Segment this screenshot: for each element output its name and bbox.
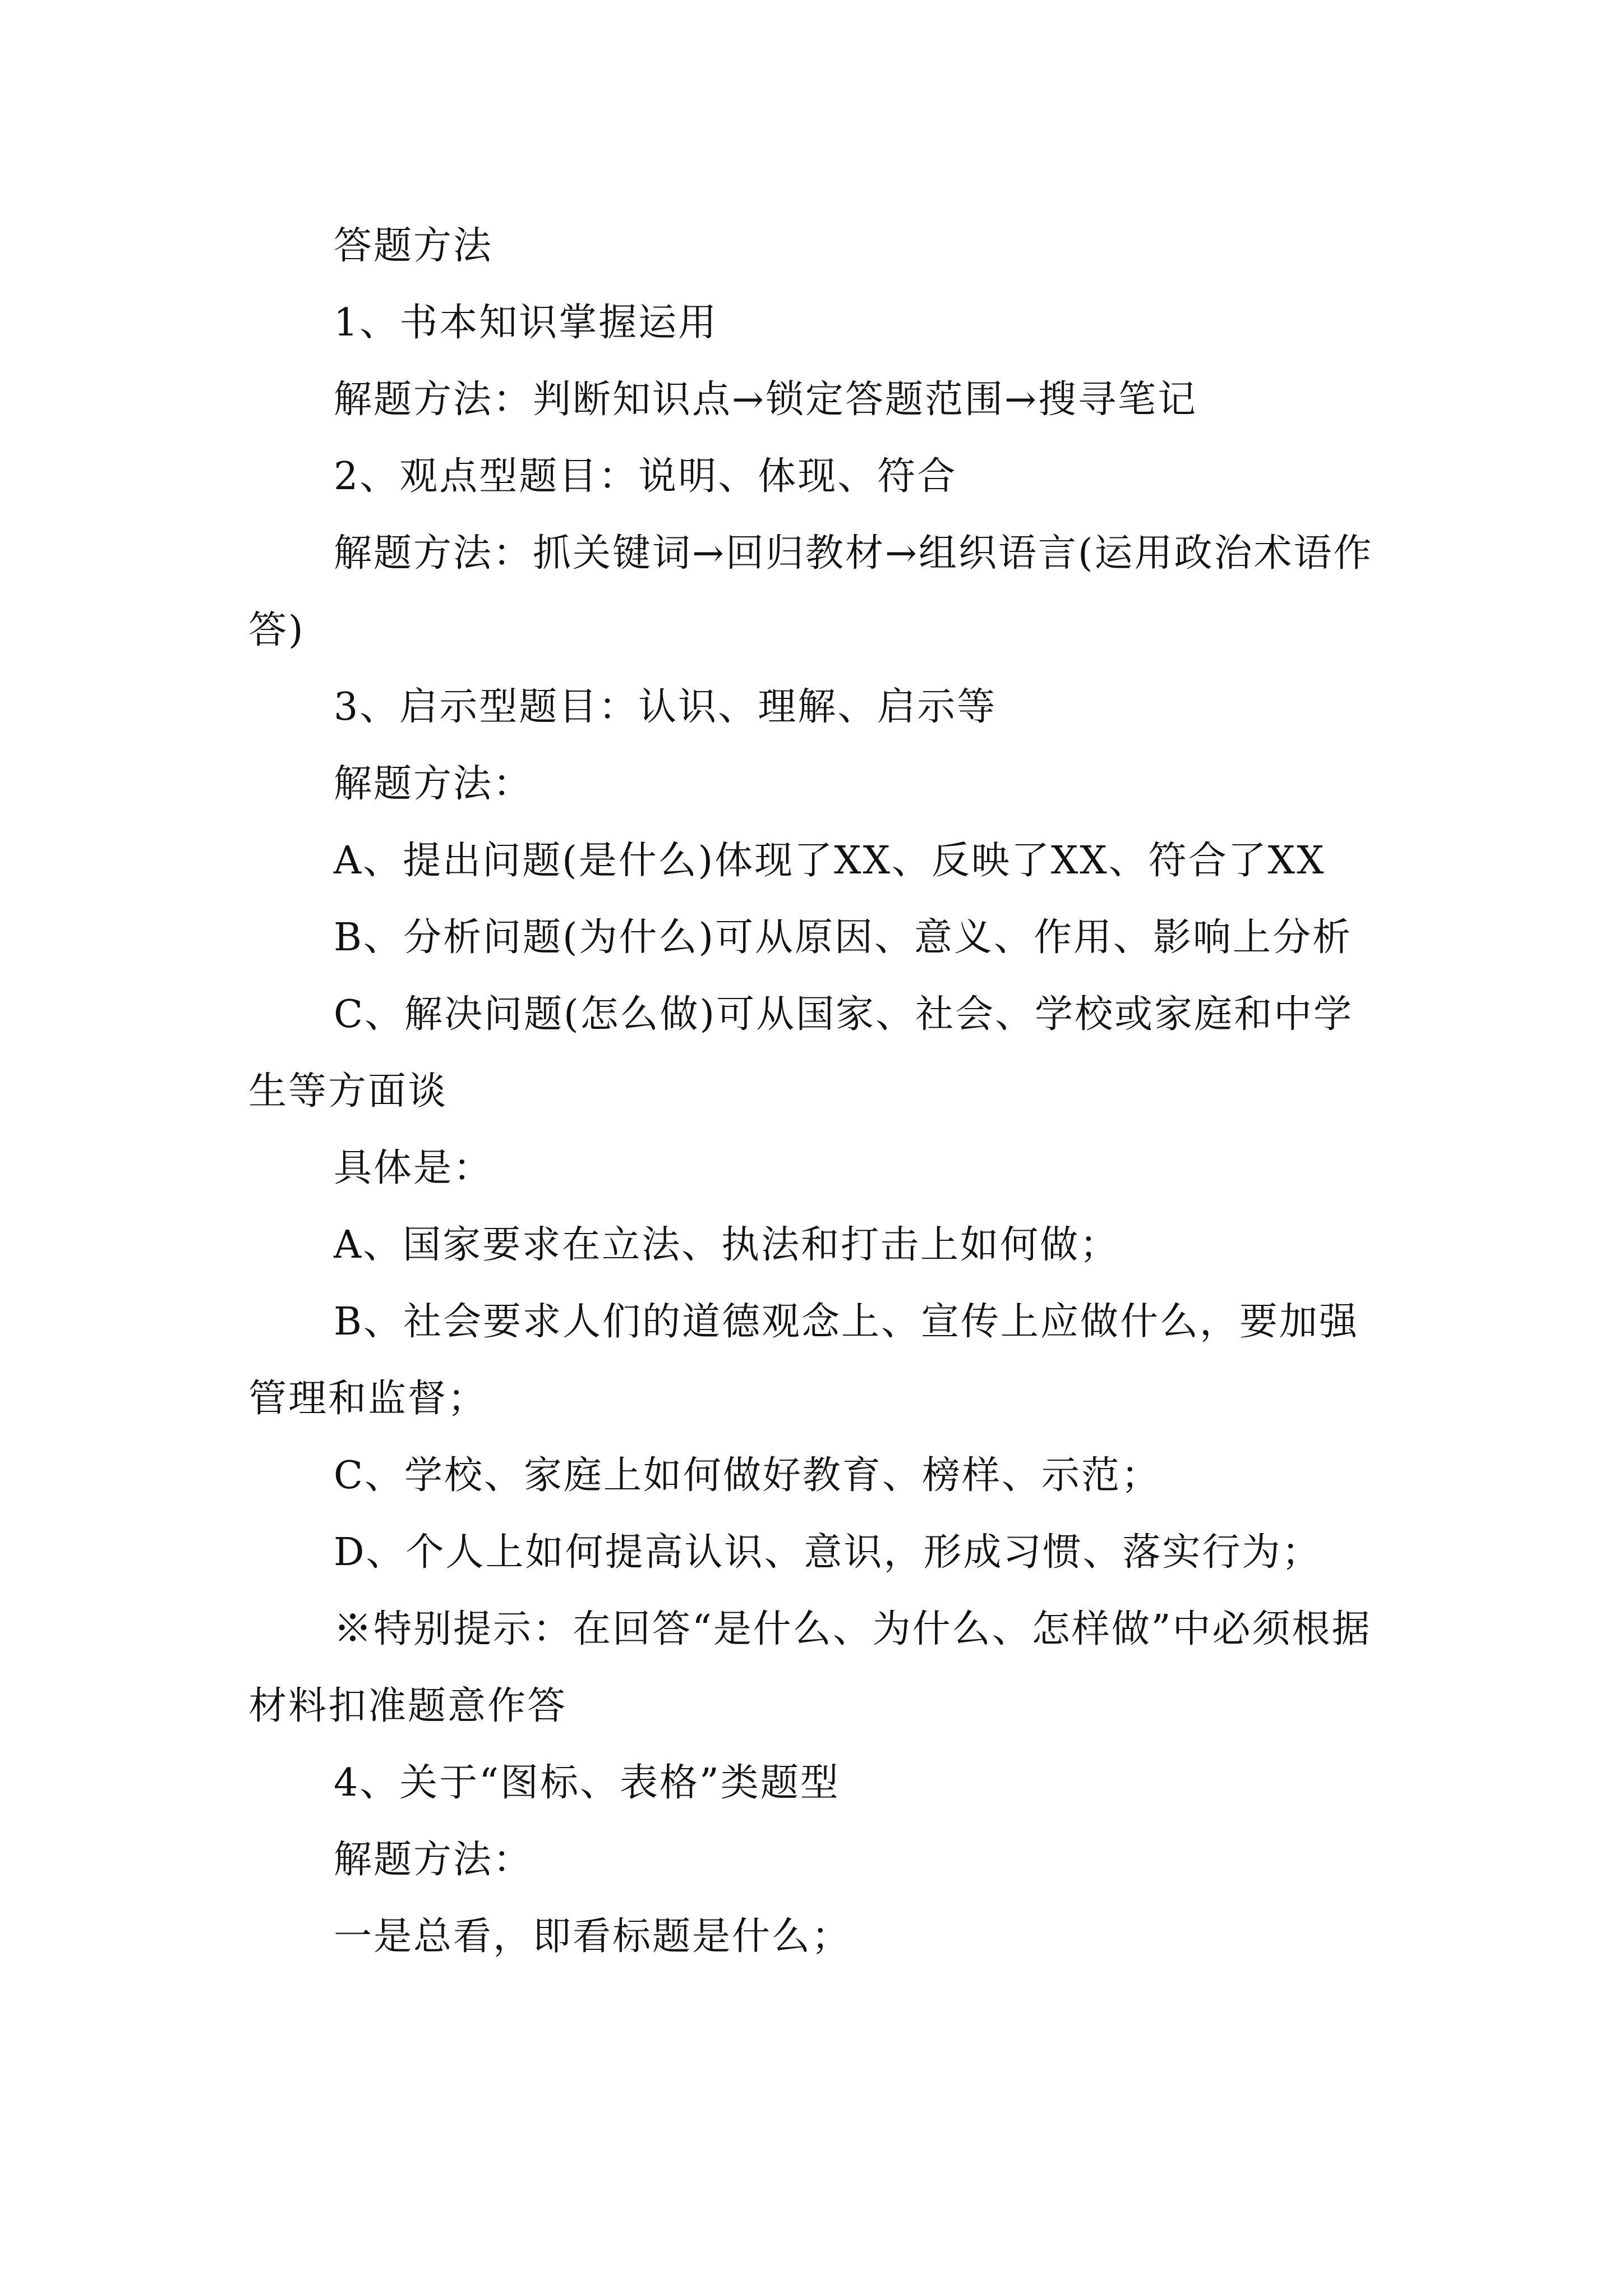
specific-point-a: A、国家要求在立法、执法和打击上如何做； (334, 1223, 1120, 1267)
specifics-label: 具体是： (334, 1146, 494, 1190)
specific-point-c: C、学校、家庭上如何做好教育、榜样、示范； (334, 1453, 1161, 1498)
specific-point-b: B、社会要求人们的道德观念上、宣传上应做什么，要加强管理和监督； (248, 1300, 1359, 1421)
item-heading-2: 2、观点型题目：说明、体现、符合 (334, 454, 957, 499)
item-heading-4: 4、关于“图标、表格”类题型 (334, 1761, 840, 1805)
method-label-3: 解题方法： (334, 762, 533, 806)
method-step-1: 一是总看，即看标题是什么； (334, 1915, 852, 1959)
method-label-4: 解题方法： (334, 1838, 533, 1882)
item-heading-1: 1、书本知识掌握运用 (334, 301, 718, 345)
method-point-c: C、解决问题(怎么做)可从国家、社会、学校或家庭和中学生等方面谈 (248, 992, 1354, 1114)
item-heading-3: 3、启示型题目：认识、理解、启示等 (334, 685, 997, 729)
method-paragraph-1: 解题方法：判断知识点→锁定答题范围→搜寻笔记 (334, 378, 1197, 422)
method-point-b: B、分析问题(为什么)可从原因、意义、作用、影响上分析 (334, 915, 1353, 960)
method-paragraph-2: 解题方法：抓关键词→回归教材→组织语言(运用政治术语作答) (248, 531, 1373, 652)
method-point-a: A、提出问题(是什么)体现了XX、反映了XX、符合了XX (334, 839, 1326, 883)
specific-point-d: D、个人上如何提高认识、意识，形成习惯、落实行为； (334, 1530, 1322, 1575)
section-heading: 答题方法 (334, 224, 494, 268)
special-tip: ※特别提示：在回答“是什么、为什么、怎样做”中必须根据材料扣准题意作答 (248, 1607, 1372, 1728)
document-body (248, 208, 1381, 1975)
